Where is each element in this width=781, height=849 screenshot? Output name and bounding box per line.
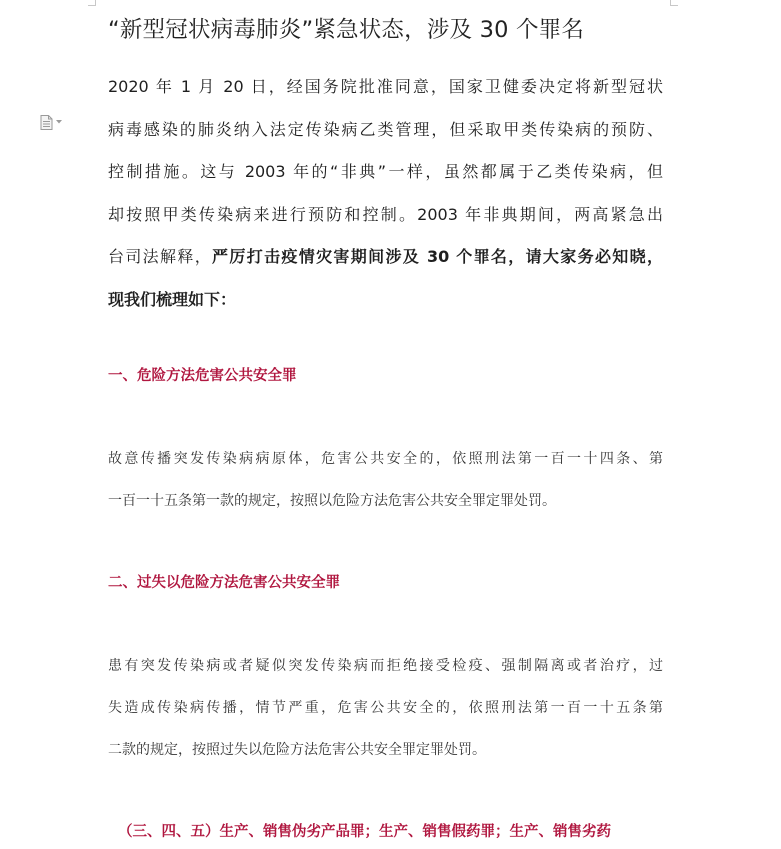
intro-line-normal: 台司法解释， <box>108 247 213 266</box>
intro-line: 2020 年 1 月 20 日，经国务院批准同意，国家卫健委决定将新型冠状 <box>108 77 663 96</box>
section-heading: 二、过失以危险方法危害公共安全罪 <box>108 575 340 591</box>
crop-mark-top-left-h <box>88 5 96 6</box>
intro-line-bold-last: 现我们梳理如下： <box>108 289 237 309</box>
document-title: “新型冠状病毒肺炎”紧急状态，涉及 30 个罪名 <box>108 17 585 43</box>
body-line: 故意传播突发传染病病原体，危害公共安全的，依照刑法第一百一十四条、第 <box>108 451 663 467</box>
section-heading: 一、危险方法危害公共安全罪 <box>108 368 297 384</box>
intro-paragraph <box>108 66 663 321</box>
paragraph-options-button[interactable] <box>40 114 68 130</box>
body-line: 二款的规定，按照过失以危险方法危害公共安全罪定罪处罚。 <box>108 742 486 758</box>
intro-line: 控制措施。这与 2003 年的“非典”一样，虽然都属于乙类传染病，但 <box>108 162 663 181</box>
body-line: 一百一十五条第一款的规定，按照以危险方法危害公共安全罪定罪处罚。 <box>108 493 556 509</box>
intro-line-bold: 严厉打击疫情灾害期间涉及 30 个罪名，请大家务必知晓， <box>212 247 663 266</box>
body-line: 患有突发传染病或者疑似突发传染病而拒绝接受检疫、强制隔离或者治疗，过 <box>108 658 663 674</box>
section-heading: （三、四、五）生产、销售伪劣产品罪；生产、销售假药罪；生产、销售劣药 <box>118 824 611 840</box>
intro-line <box>108 236 663 279</box>
chevron-down-icon <box>56 120 62 124</box>
body-line: 失造成传染病传播，情节严重，危害公共安全的，依照刑法第一百一十五条第 <box>108 700 663 716</box>
intro-line: 却按照甲类传染病来进行预防和控制。2003 年非典期间，两高紧急出 <box>108 204 663 224</box>
section-body <box>108 645 663 771</box>
crop-mark-top-right-h <box>670 5 678 6</box>
intro-line: 病毒感染的肺炎纳入法定传染病乙类管理，但采取甲类传染病的预防、 <box>108 119 663 139</box>
document-icon <box>40 115 53 130</box>
section-body <box>108 438 663 522</box>
